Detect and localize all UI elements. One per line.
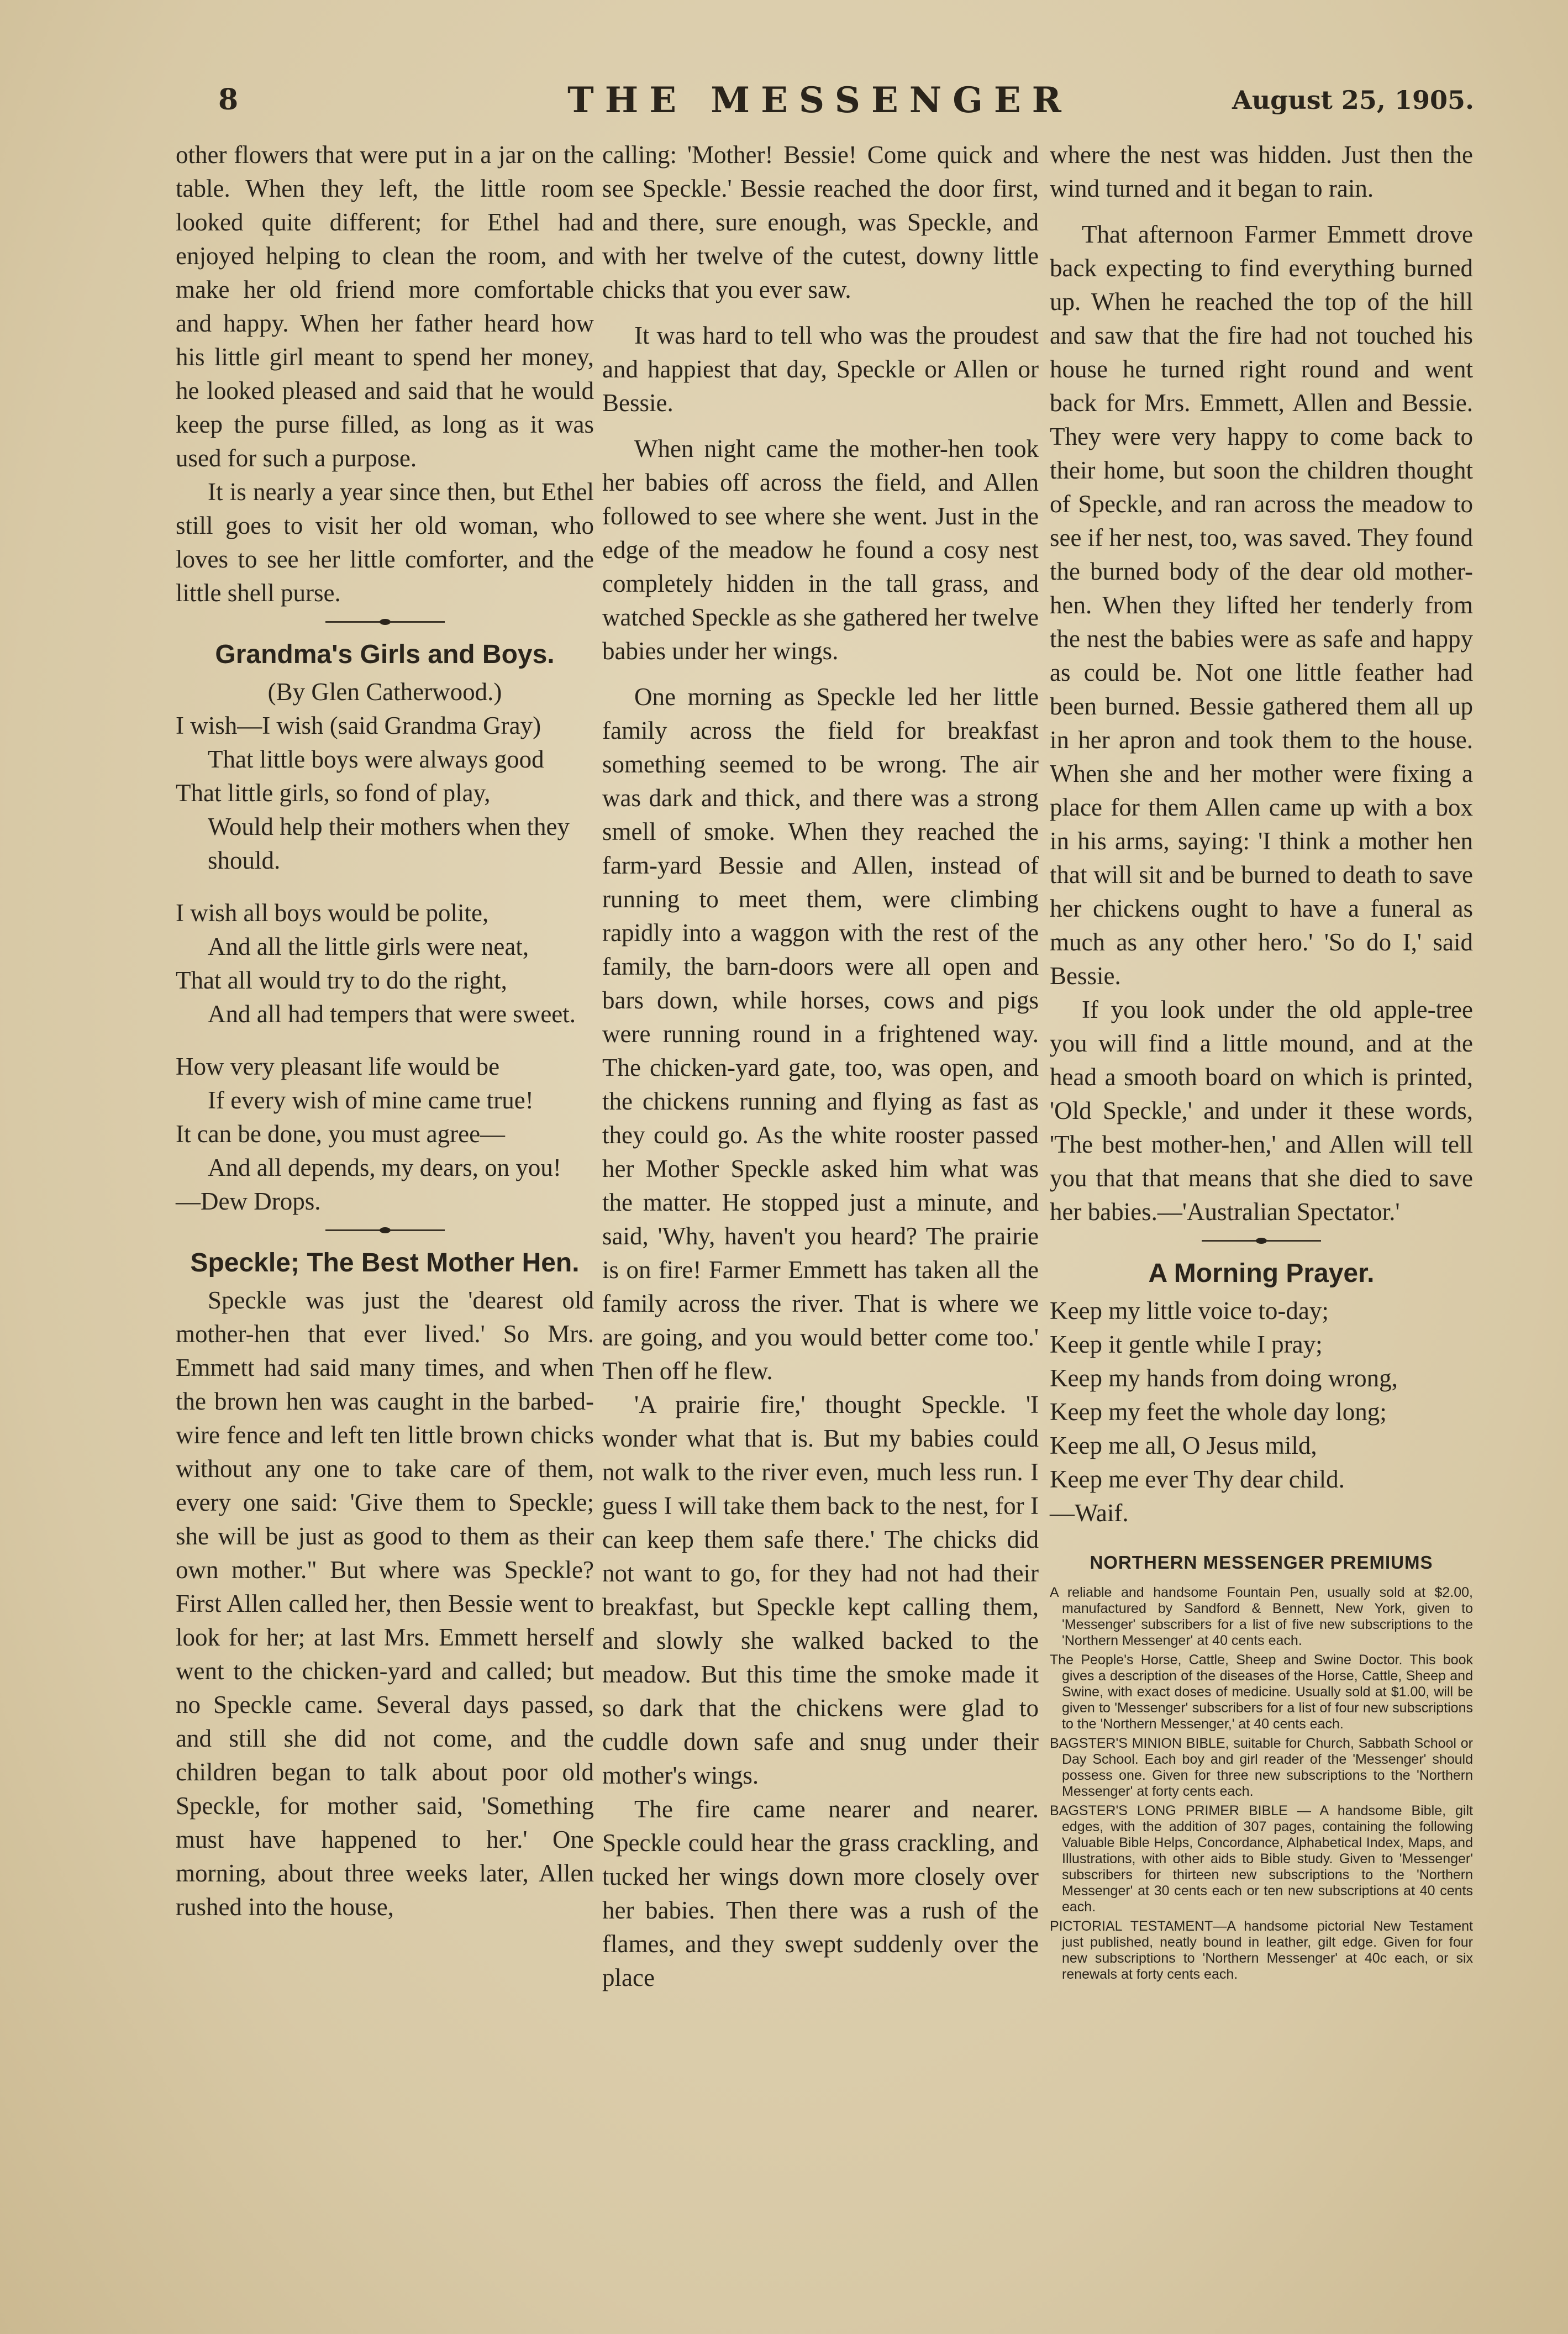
poem-line: And all had tempers that were sweet.: [208, 1000, 576, 1028]
poem-line: Would help their mothers when they should.: [208, 813, 570, 874]
paragraph: When night came the mother-hen took her babies off across the field, and Allen followed to see where she went. Just in the edge of the meadow he found a cosy nest completely hidden in the tall grass, and watched Speckle as she gathered her twelve babies under her wings.: [602, 435, 1039, 665]
prayer-line: Keep my feet the whole day long;: [1050, 1398, 1387, 1426]
masthead: THE MESSENGER: [567, 80, 1072, 121]
premium-item: A reliable and handsome Fountain Pen, usually sold at $2.00, manufactured by Sandford & Bennett, New York, given to 'Messenger' subscribers for a list of five new subscriptions to the 'Northern Messenger' at 40 cents each.: [1050, 1585, 1473, 1648]
poem-line: If every wish of mine came true!: [208, 1086, 534, 1114]
prayer-credit: —Waif.: [1050, 1499, 1129, 1527]
prayer-line: Keep me all, O Jesus mild,: [1050, 1432, 1317, 1459]
column-2: [602, 138, 1039, 1995]
poem-stanza: [176, 709, 594, 877]
separator-rule: [1050, 1232, 1473, 1249]
paragraph: other flowers that were put in a jar on the table. When they left, the little room looked quite different; for Ethel had enjoyed helping to clean the room, and make her old friend more comfortable and happy. When her father heard how his little girl meant to spend her money, he looked pleased and said that he would keep the purse filled, as long as it was used for such a purpose.: [176, 141, 594, 472]
prayer-line: Keep my hands from doing wrong,: [1050, 1364, 1398, 1392]
page-number: 8: [218, 83, 239, 117]
poem-line: And all the little girls were neat,: [208, 933, 529, 960]
premium-item: BAGSTER'S LONG PRIMER BIBLE — A handsome Bible, gilt edges, with the addition of 307 pages, containing the following Valuable Bible Helps, Concordance, Alphabetical Index, Maps, and Illustrations, with other aids to Bible study. Given to 'Messenger' subscribers for thirteen new subscriptions to the 'Northern Messenger' at 30 cents each or ten new subscriptions at 40 cents each.: [1050, 1803, 1473, 1915]
poem-line: I wish all boys would be polite,: [176, 899, 489, 927]
paragraph: It was hard to tell who was the proudest and happiest that day, Speckle or Allen or Bessie.: [602, 322, 1039, 417]
paragraph: It is nearly a year since then, but Ethel still goes to visit her old woman, who loves to see her little comforter, and the little shell purse.: [176, 478, 594, 607]
poem-line: It can be done, you must agree—: [176, 1120, 506, 1148]
paragraph: calling: 'Mother! Bessie! Come quick and see Speckle.' Bessie reached the door first, and there, sure enough, was Speckle, and with her twelve of the cutest, downy little chicks that you ever saw.: [602, 141, 1039, 303]
paragraph: 'A prairie fire,' thought Speckle. 'I wonder what that is. But my babies could not walk to the river even, much less run. I guess I will take them back to the nest, for I can keep them safe there.' The chicks did not want to go, for they had not had their breakfast, but Speckle kept calling them, and slowly she walked backed to the meadow. But this time the smoke made it so dark that the chickens were glad to cuddle down safe and snug under their mother's wings.: [602, 1391, 1039, 1789]
story-title: Speckle; The Best Mother Hen.: [190, 1248, 580, 1278]
issue-date: August 25, 1905.: [1232, 85, 1474, 115]
prayer-body: [1050, 1294, 1473, 1530]
poem-stanza: [176, 1050, 594, 1185]
paragraph: Speckle was just the 'dearest old mother-hen that ever lived.' So Mrs. Emmett had said many times, and when the brown hen was caught in the barbed-wire fence and left ten little brown chicks without any one to take care of them, every one said: 'Give them to Speckle; she will be just as good to them as their own mother." But where was Speckle? First Allen called her, then Bessie went to look for her; at last Mrs. Emmett herself went to the chicken-yard and called; but no Speckle came. Several days passed, and still she did not come, and the children began to talk about poor old Speckle, for mother said, 'Something must have happened to her.' One morning, about three weeks later, Allen rushed into the house,: [176, 1286, 594, 1921]
poem-line: And all depends, my dears, on you!: [208, 1154, 561, 1181]
paragraph: If you look under the old apple-tree you will find a little mound, and at the head a smooth board on which is printed, 'Old Speckle,' and under it these words, 'The best mother-hen,' and Allen will tell you that that means that she died to save her babies.—'Australian Spectator.': [1050, 996, 1473, 1226]
poem-byline: (By Glen Catherwood.): [267, 678, 502, 706]
separator-rule: [176, 613, 594, 630]
column-3: [1050, 138, 1473, 1986]
prayer-line: Keep it gentle while I pray;: [1050, 1331, 1323, 1358]
separator-rule: [176, 1222, 594, 1238]
poem-credit: —Dew Drops.: [176, 1187, 321, 1215]
prayer-title: A Morning Prayer.: [1148, 1259, 1375, 1288]
premium-item: PICTORIAL TESTAMENT—A handsome pictorial New Testament just published, neatly bound in leather, gilt edge. Given for four new subscriptions to 'Northern Messenger' at 40c each, or six renewals at forty cents each.: [1050, 1918, 1473, 1982]
poem-title: Grandma's Girls and Boys.: [215, 640, 555, 669]
premium-item: BAGSTER'S MINION BIBLE, suitable for Church, Sabbath School or Day School. Each boy and girl reader of the 'Messenger' should possess one. Given for three new subscriptions to the 'Northern Messenger' at forty cents each.: [1050, 1736, 1473, 1799]
poem-line: That little girls, so fond of play,: [176, 779, 491, 807]
poem-line: I wish—I wish (said Grandma Gray): [176, 712, 541, 739]
poem-line: That little boys were always good: [208, 745, 544, 773]
prayer-line: Keep my little voice to-day;: [1050, 1297, 1329, 1324]
column-1: [176, 138, 594, 1924]
prayer-line: Keep me ever Thy dear child.: [1050, 1465, 1345, 1493]
poem-stanza: [176, 896, 594, 1031]
poem-line: That all would try to do the right,: [176, 966, 507, 994]
page-header: [166, 80, 1474, 133]
poem-line: How very pleasant life would be: [176, 1053, 500, 1080]
premium-item: The People's Horse, Cattle, Sheep and Swine Doctor. This book gives a description of the diseases of the Horse, Cattle, Sheep and Swine, with exact doses of medicine. Usually sold at $1.00, will be given to 'Messenger' subscribers for a list of four new subscriptions to the 'Northern Messenger,' at 40 cents each.: [1050, 1652, 1473, 1732]
paragraph: One morning as Speckle led her little family across the field for breakfast something seemed to be wrong. The air was dark and thick, and there was a strong smell of smoke. When they reached the farm-yard Bessie and Allen, instead of running to meet them, were climbing rapidly into a waggon with the rest of the family, the barn-doors were all open and bars down, while horses, cows and pigs were running round in a frightened way. The chicken-yard gate, too, was open, and the chickens running and flying as fast as they could go. As the white rooster passed her Mother Speckle asked him what was the matter. He stopped just a minute, and said, 'Why, haven't you heard? The prairie is on fire! Farmer Emmett has taken all the family across the river. That is where we are going, and you would better come too.' Then off he flew.: [602, 683, 1039, 1385]
poem-body: [176, 709, 594, 1218]
paragraph: where the nest was hidden. Just then the wind turned and it began to rain.: [1050, 141, 1473, 202]
premiums-heading: NORTHERN MESSENGER PREMIUMS: [1090, 1552, 1433, 1573]
paragraph: That afternoon Farmer Emmett drove back expecting to find everything burned up. When he reached the top of the hill and saw that the fire had not touched his house he turned right round and went back for Mrs. Emmett, Allen and Bessie. They were very happy to come back to their home, but soon the children thought of Speckle, and ran across the meadow to see if her nest, too, was saved. They found the burned body of the dear old mother-hen. When they lifted her tenderly from the nest the babies were as safe and happy as could be. Not one little feather had been burned. Bessie gathered them all up in her apron and took them to the house. When she and her mother were fixing a place for them Allen came up with a box in his arms, saying: 'I think a mother hen that will sit and be burned to death to save her chickens ought to have a funeral as much as any other hero.' 'So do I,' said Bessie.: [1050, 220, 1473, 990]
paragraph: The fire came nearer and nearer. Speckle could hear the grass crackling, and tucked her wings down more closely over her babies. Then there was a rush of the flames, and they swept suddenly over the place: [602, 1795, 1039, 1991]
